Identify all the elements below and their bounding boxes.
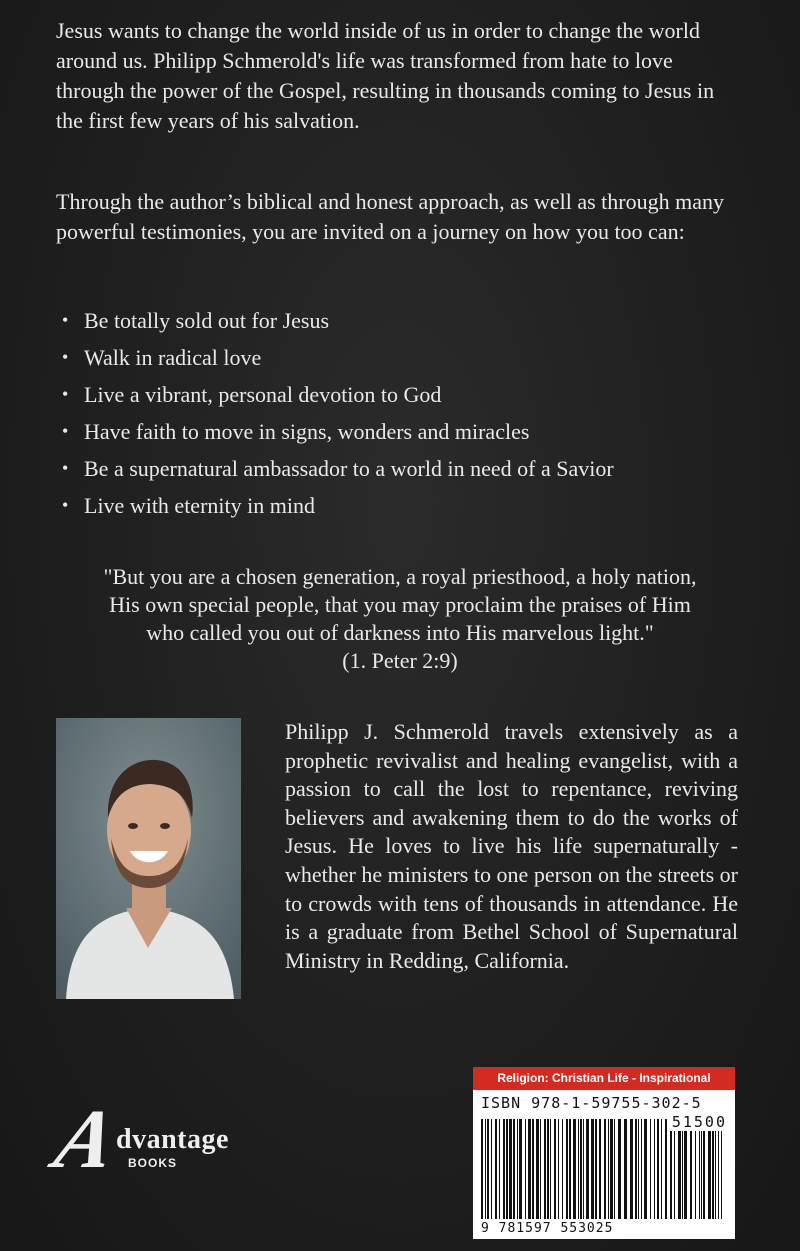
barcode-bar <box>509 1119 512 1219</box>
barcode-bar <box>499 1119 500 1219</box>
barcode-bar <box>599 1119 601 1219</box>
barcode-bar <box>638 1119 639 1219</box>
barcode-bar <box>503 1119 505 1219</box>
barcode-bar <box>491 1119 492 1219</box>
barcode-bar <box>532 1119 534 1219</box>
price-code: 51500 <box>668 1113 727 1131</box>
barcode-bar <box>485 1119 486 1219</box>
bullet-icon: • <box>62 310 69 330</box>
barcode-bar <box>569 1119 571 1219</box>
barcode-bar <box>665 1119 667 1219</box>
barcode-bar <box>678 1119 681 1219</box>
bullet-item <box>62 413 752 450</box>
barcode-bar <box>624 1119 627 1219</box>
bullet-text: Live with eternity in mind <box>84 493 315 518</box>
barcode-bar <box>715 1119 716 1219</box>
isbn-text: ISBN 978-1-59755-302-5 <box>481 1094 702 1112</box>
quote-line: who called you out of darkness into His marvelous light." <box>146 620 654 645</box>
quote-reference: (1. Peter 2:9) <box>342 648 458 673</box>
barcode-bar <box>513 1119 515 1219</box>
barcode-bar <box>650 1119 651 1219</box>
barcode-bar <box>517 1119 518 1219</box>
barcode-bar <box>614 1119 615 1219</box>
barcode-bar <box>690 1119 692 1219</box>
blurb-paragraph-2: Through the author’s biblical and honest approach, as well as through many powerful testimonies, you are invited on a journey on how you too can: <box>56 189 724 244</box>
barcode-bar <box>573 1119 576 1219</box>
barcode-bar <box>670 1119 672 1219</box>
barcode-bar <box>684 1119 687 1219</box>
bullet-list <box>62 302 752 524</box>
barcode-bar <box>506 1119 508 1219</box>
bullet-text: Have faith to move in signs, wonders and miracles <box>84 419 530 444</box>
barcode-bar <box>487 1119 489 1219</box>
bullet-item <box>62 450 752 487</box>
barcode-bar <box>654 1119 655 1219</box>
blurb-paragraph-1: Jesus wants to change the world inside of us in order to change the world around us. Philipp Schmerold's life was transformed from hate to love through the power of the Gospel, resulting in thousands coming to Jesus in the first few years of his salvation. <box>56 18 715 133</box>
barcode-bar <box>657 1119 659 1219</box>
bullet-icon: • <box>62 458 69 478</box>
barcode-bar <box>682 1119 683 1219</box>
barcode-bar <box>695 1119 696 1219</box>
barcode-bar <box>495 1119 497 1219</box>
author-portrait-illustration <box>56 718 241 999</box>
bullet-item <box>62 376 752 413</box>
barcode-bar <box>721 1119 722 1219</box>
barcode-bar <box>618 1119 621 1219</box>
barcode-bar <box>630 1119 633 1219</box>
barcode-panel <box>473 1067 735 1239</box>
barcode-bar <box>566 1119 568 1219</box>
barcode-bar <box>528 1119 531 1219</box>
barcode-bar <box>674 1119 675 1219</box>
barcode-bar <box>558 1119 559 1219</box>
barcode-bar <box>536 1119 539 1219</box>
barcode-bar <box>525 1119 526 1219</box>
bullet-item <box>62 339 752 376</box>
barcode-bar <box>641 1119 642 1219</box>
category-label: Religion: Christian Life - Inspirational <box>473 1067 735 1090</box>
logo-word: dvantage <box>116 1124 229 1155</box>
logo-sub: BOOKS <box>128 1156 178 1170</box>
bullet-item <box>62 487 752 524</box>
bullet-item <box>62 302 752 339</box>
barcode-bar <box>703 1119 705 1219</box>
publisher-logo <box>46 1093 258 1198</box>
bullet-text: Be totally sold out for Jesus <box>84 308 330 333</box>
barcode-bar <box>701 1119 702 1219</box>
bullet-icon: • <box>62 495 69 515</box>
bullet-icon: • <box>62 421 69 441</box>
bullet-icon: • <box>62 347 69 367</box>
barcode-bar <box>578 1119 579 1219</box>
bullet-text: Walk in radical love <box>84 345 262 370</box>
barcode-bar <box>586 1119 589 1219</box>
barcode-bar <box>544 1119 546 1219</box>
barcode-bar <box>644 1119 647 1219</box>
logo-letter: A <box>46 1093 126 1186</box>
ean-text: 9 781597 553025 <box>481 1221 614 1236</box>
barcode-bar <box>519 1119 522 1219</box>
barcode-bar <box>481 1119 483 1219</box>
barcode-bar <box>580 1119 582 1219</box>
barcode-bar <box>595 1119 597 1219</box>
barcode-bars <box>479 1119 729 1219</box>
barcode-bar <box>547 1119 549 1219</box>
scripture-quote <box>30 563 770 675</box>
barcode-bar <box>604 1119 606 1219</box>
author-bio: Philipp J. Schmerold travels extensively as a prophetic revivalist and healing evangelist, with a passion to call the lost to repentance, reviving believers and awakening them to do the works of Jesus. He loves to live his life supernaturally - whether he ministers to one person on the streets or to crowds with tens of thousands in attendance. He is a graduate from Bethel School of Supernatural Ministry in Redding, California. <box>285 719 738 973</box>
barcode-bar <box>718 1119 719 1219</box>
bullet-text: Live a vibrant, personal devotion to God <box>84 382 442 407</box>
barcode-bar <box>562 1119 563 1219</box>
barcode-bar <box>608 1119 609 1219</box>
barcode-bar <box>712 1119 714 1219</box>
barcode-bar <box>540 1119 541 1219</box>
barcode-bar <box>583 1119 584 1219</box>
quote-line: "But you are a chosen generation, a royal priesthood, a holy nation, <box>103 564 697 589</box>
quote-line: His own special people, that you may proclaim the praises of Him <box>109 592 691 617</box>
barcode-bar <box>550 1119 551 1219</box>
barcode-bar <box>635 1119 637 1219</box>
barcode-bar <box>661 1119 662 1219</box>
barcode-bar <box>554 1119 556 1219</box>
barcode-bar <box>708 1119 711 1219</box>
barcode-bar <box>610 1119 613 1219</box>
bullet-text: Be a supernatural ambassador to a world in need of a Savior <box>84 456 614 481</box>
bullet-icon: • <box>62 384 69 404</box>
barcode-bar <box>699 1119 700 1219</box>
author-photo <box>56 718 241 999</box>
barcode-bar <box>591 1119 594 1219</box>
